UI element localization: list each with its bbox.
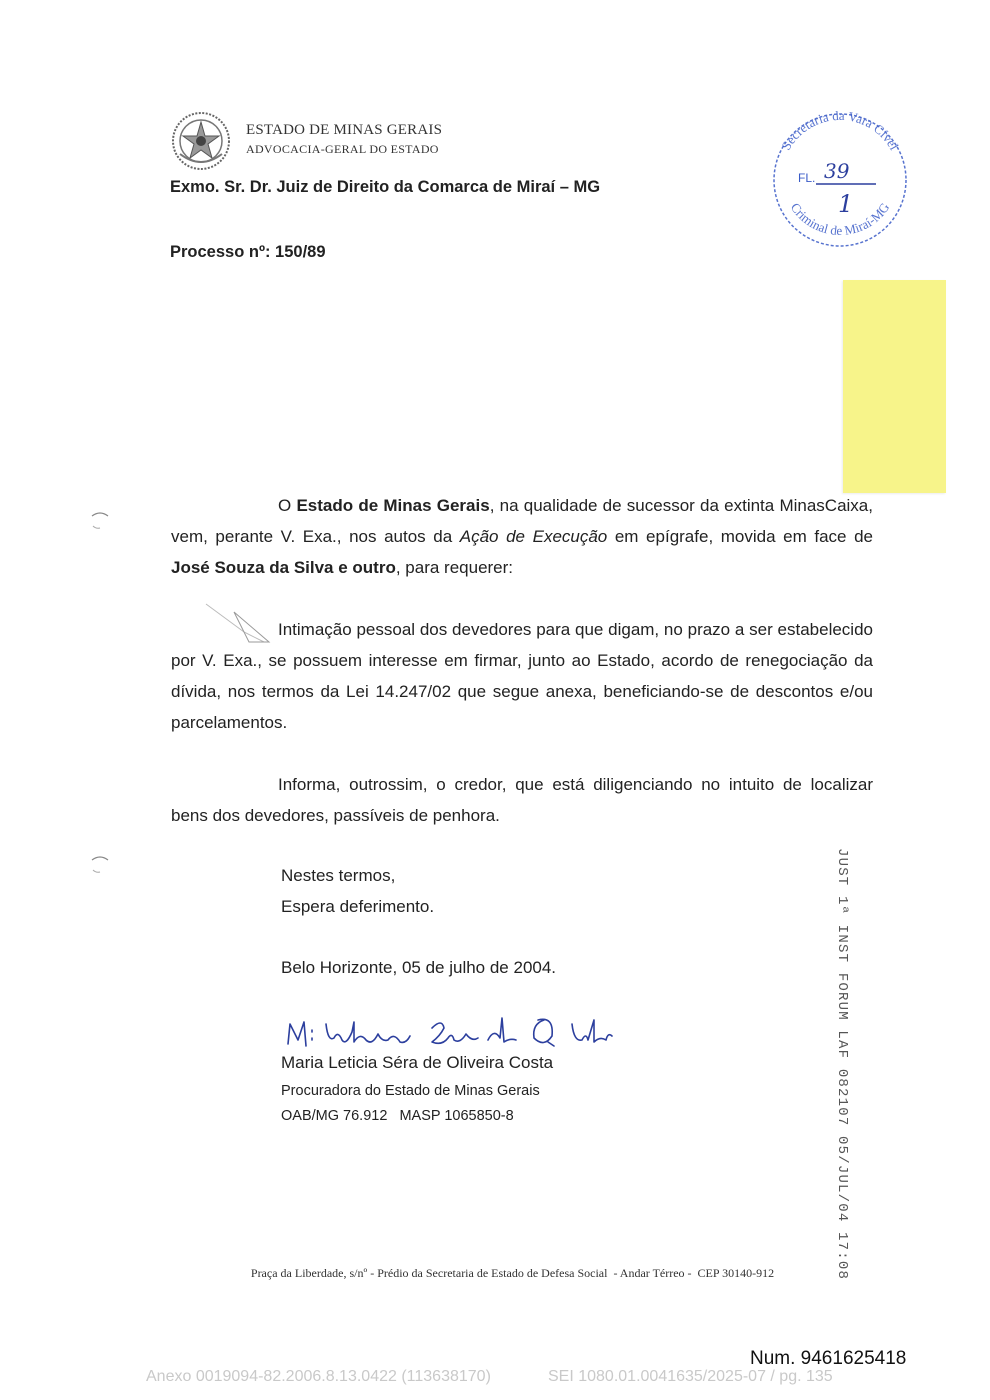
paragraph-request-item <box>171 614 873 738</box>
place-date: Belo Horizonte, 05 de julho de 2004. <box>281 958 557 977</box>
paragraph-information <box>171 769 873 831</box>
org-name: ESTADO DE MINAS GERAIS <box>246 122 443 138</box>
italic-action: Ação de Execução <box>459 527 608 546</box>
addressee: Exmo. Sr. Dr. Juiz de Direito da Comarca de Miraí – MG <box>170 178 601 196</box>
paragraph-request-intro <box>171 490 873 583</box>
org-subtitle: ADVOCACIA-GERAL DO ESTADO <box>246 142 439 156</box>
closing-line-1: Nestes termos, <box>281 866 396 885</box>
footer-address: Praça da Liberdade, s/nº - Prédio da Secretaria de Estado de Defesa Social - Andar Térreo - CEP 30140-912 <box>250 1266 775 1280</box>
text: , na qualidade de sucessor da extinta MinasCaixa, vem, perante V. Exa., nos autos da <box>171 496 873 546</box>
stamp-fl-label: FL. <box>798 171 816 185</box>
document-number: Num. 9461625418 <box>750 1348 907 1369</box>
sticky-note <box>843 280 946 493</box>
closing-line-2: Espera deferimento. <box>281 897 435 916</box>
text: Intimação pessoal dos devedores para que digam, no prazo a ser estabelecido por V. Exa., se possuem interesse em firmar, junto ao Estado, acordo de renegociação da dívida, nos termos da Lei 14.247/02 que segue anexa, beneficiando-se de descontos e/ou parcelamentos. <box>171 620 873 732</box>
bold-defendant: José Souza da Silva e outro <box>171 558 396 577</box>
signer-name: Maria Leticia Séra de Oliveira Costa <box>281 1053 554 1072</box>
text: em epígrafe, movida em face de <box>607 527 873 546</box>
stamp-text-bottom: Criminal de Miraí-MG <box>787 199 893 238</box>
hole-punch-mark <box>88 508 112 532</box>
sei-reference: SEI 1080.01.0041635/2025-07 / pg. 135 <box>548 1368 833 1385</box>
annex-reference: Anexo 0019094-82.2006.8.13.0422 (113638170) <box>146 1368 491 1385</box>
text: , para requerer: <box>395 558 514 577</box>
protocol-stamp: JUST 1ª INST FORUM LAF 082107 05/JUL/04 17:08 <box>834 848 850 1281</box>
svg-text:Secretaria da Vara Cível <box>778 108 902 153</box>
text: Informa, outrossim, o credor, que está diligenciando no intuito de localizar bens dos devedores, passíveis de penhora. <box>171 775 873 825</box>
stamp-text-top: Secretaria da Vara Cível <box>778 107 902 153</box>
court-stamp <box>760 100 920 250</box>
process-number: Processo nº: 150/89 <box>170 243 326 261</box>
signer-role: Procuradora do Estado de Minas Gerais <box>281 1083 540 1099</box>
text: O <box>278 496 297 515</box>
stamp-fl-mark: 1 <box>838 190 854 218</box>
hole-punch-mark <box>88 852 112 876</box>
bold-entity: Estado de Minas Gerais <box>296 496 490 515</box>
stamp-fl-number: 39 <box>824 159 850 183</box>
signer-registration: OAB/MG 76.912 MASP 1065850-8 <box>281 1108 514 1124</box>
coat-of-arms-icon <box>170 110 232 172</box>
